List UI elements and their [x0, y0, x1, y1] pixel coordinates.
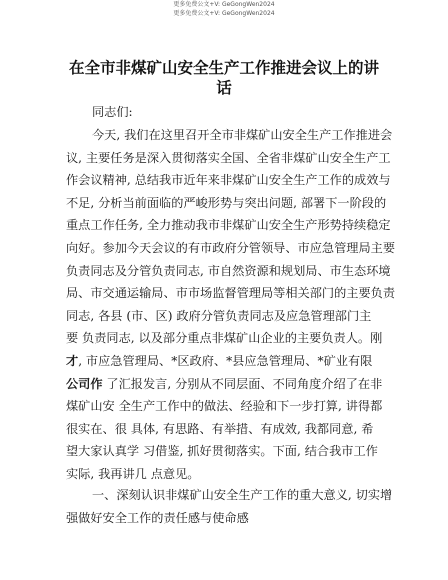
- paragraph-line: 负责同志及分管负责同志, 市自然资源和规划局、市生态环境: [66, 263, 391, 278]
- title-line-1: 在全市非煤矿山安全生产工作推进会议上的讲: [68, 59, 379, 77]
- bold-text: 才: [66, 353, 79, 368]
- paragraph-text: 了汇报发言, 分别从不同层面、不同角度介绍了在非: [102, 376, 383, 391]
- paragraph-line: 作会议精神, 总结我市近年来非煤矿山安全生产工作的成效与: [66, 173, 391, 188]
- paragraph-line: 同志, 各县 (市、区) 政府分管负责同志及应急管理部门主: [66, 308, 372, 323]
- section-heading-line-2: 强做好安全工作的责任感与使命感: [66, 510, 249, 525]
- paragraph-line: 望大家认真学 习借鉴, 抓好贯彻落实。下面, 结合我市工作: [66, 444, 378, 459]
- paragraph-line: 实际, 我再讲几 点意见。: [66, 466, 200, 481]
- header-promo-line-2: 更多免费公文+V: GeGongWen2024: [173, 10, 275, 17]
- paragraph-line: 要 负责同志, 以及部分重点非煤矿山企业的主要负责人。刚: [66, 331, 383, 346]
- section-heading-line-1: 一、深刻认识非煤矿山安全生产工作的重大意义, 切实增: [92, 488, 393, 502]
- paragraph-line: 局、市交通运输局、市市场监督管理局等相关部门的主要负责: [66, 286, 396, 301]
- body-paragraph: [66, 124, 396, 486]
- greeting: 同志们:: [92, 105, 133, 119]
- paragraph-line: 今天, 我们在这里召开全市非煤矿山安全生产工作推进会: [92, 128, 393, 142]
- paragraph-text: , 市应急管理局、*区政府、*县应急管理局、*矿业有限: [78, 353, 373, 368]
- paragraph-line: 煤矿山安 全生产工作中的做法、经验和下一步打算, 讲得都: [66, 399, 383, 414]
- header-promo-line-1: 更多免费公文+V: GeGongWen2024: [173, 1, 275, 8]
- page-header: [0, 0, 448, 18]
- paragraph-line: 向好。参加今天会议的有市政府分管领导、市应急管理局主要: [66, 240, 396, 255]
- paragraph-line: [66, 350, 384, 373]
- paragraph-line: 不足, 分析当前面临的严峻形势与突出问题, 部署下一阶段的: [66, 195, 387, 210]
- section-heading: [66, 484, 393, 529]
- paragraph-line: 很实在、很 具体, 有思路、有举措、有成效, 我都同意, 希: [66, 421, 374, 436]
- paragraph-line: 重点工作任务, 全力推动我市非煤矿山安全生产形势持续稳定: [66, 218, 391, 233]
- paragraph-line: [66, 373, 384, 396]
- bold-text: 公司作: [66, 376, 103, 391]
- paragraph-line: 议, 主要任务是深入贯彻落实全国、全省非煤矿山安全生产工: [66, 150, 391, 165]
- title-line-2: 话: [216, 79, 232, 97]
- document-title: [40, 58, 408, 98]
